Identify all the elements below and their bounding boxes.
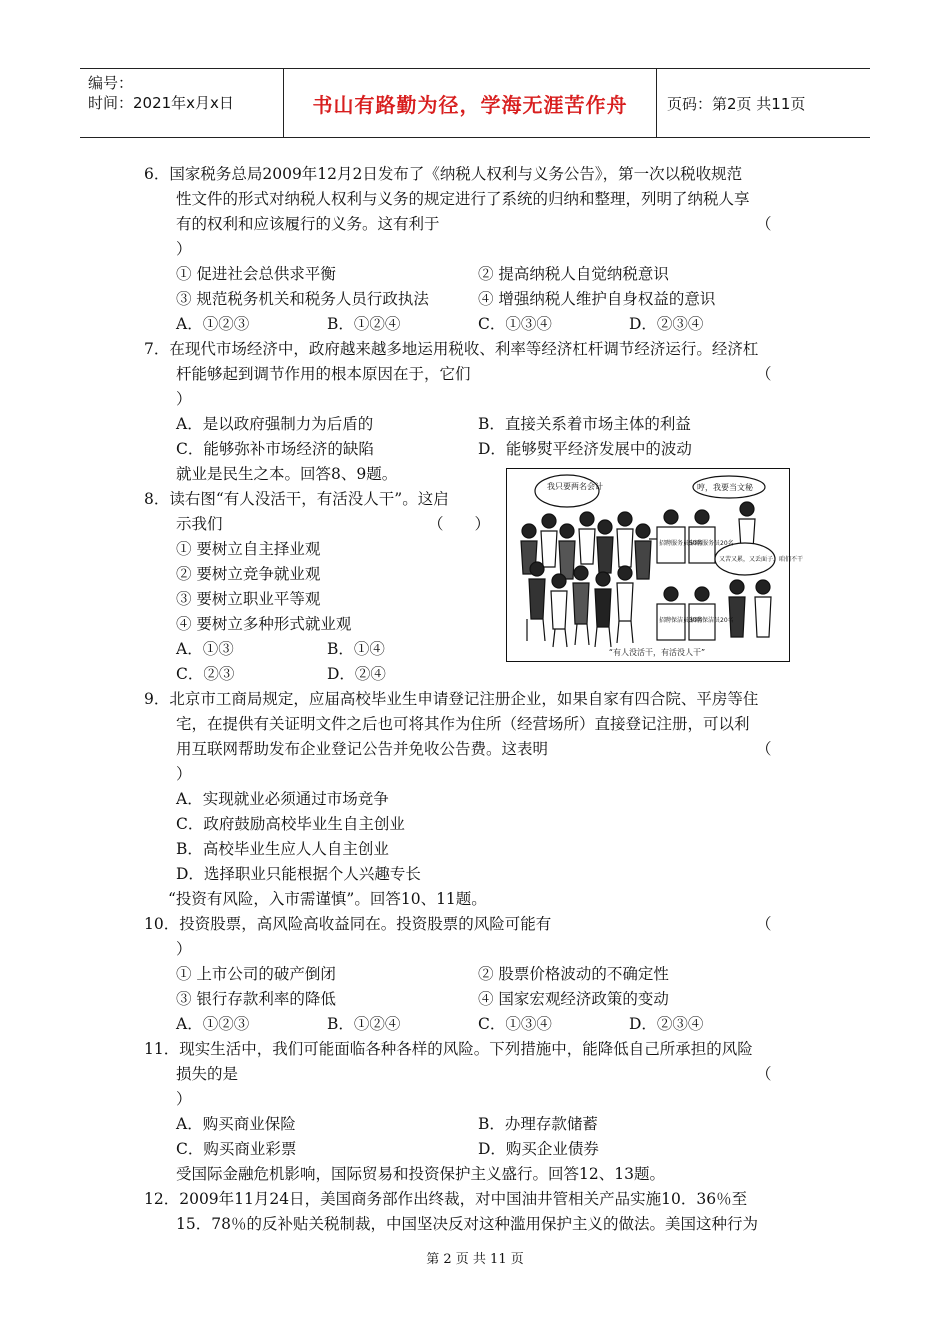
sign-cleaner1-text: 招聘保洁员30名	[659, 617, 703, 624]
q10-option-a: A．①②③	[176, 1015, 250, 1033]
q8-option-c: C．②③	[176, 665, 235, 683]
cartoon-caption: “有人没活干，有活没人干”	[608, 648, 706, 657]
q6-line-3: 有的权利和应该履行的义务。这有利于	[176, 215, 440, 233]
q8-item-1: ① 要树立自主择业观	[176, 540, 321, 558]
sign-server-text: 招聘服务员20名	[690, 540, 734, 547]
q6-item-3: ③ 规范税务机关和税务人员行政执法	[176, 290, 429, 308]
q6-item-1: ① 促进社会总供求平衡	[176, 265, 336, 283]
q8-item-4: ④ 要树立多种形式就业观	[176, 615, 352, 633]
q7-paren-close: ）	[176, 390, 192, 408]
q8-item-2: ② 要树立竞争就业观	[176, 565, 321, 583]
q6-option-c: C．①③④	[478, 315, 552, 333]
q9-paren-close: ）	[176, 765, 192, 783]
q6-line-2: 性文件的形式对纳税人权利与义务的规定进行了系统的归纳和整理，列明了纳税人享	[176, 190, 750, 208]
q6-option-a: A．①②③	[176, 315, 250, 333]
section-intro-12-13: 受国际金融危机影响，国际贸易和投资保护主义盛行。回答12、13题。	[176, 1165, 665, 1183]
q7-option-b: B．直接关系着市场主体的利益	[478, 415, 691, 433]
q10-paren-close: ）	[176, 940, 192, 958]
header-time: 时间：2021年x月x日	[88, 94, 234, 112]
q9-option-c: C．政府鼓励高校毕业生自主创业	[176, 815, 405, 833]
section-intro-8-9: 就业是民生之本。回答8、9题。	[176, 465, 398, 483]
q9-option-d: D．选择职业只能根据个人兴趣专长	[176, 865, 421, 883]
q9-line-1: 9．北京市工商局规定，应届高校毕业生申请登记注册企业，如果自家有四合院、平房等住	[144, 690, 759, 708]
q8-item-3: ③ 要树立职业平等观	[176, 590, 321, 608]
q10-option-b: B．①②④	[327, 1015, 401, 1033]
q11-option-b: B．办理存款储蓄	[478, 1115, 598, 1133]
q10-item-1: ① 上市公司的破产倒闭	[176, 965, 336, 983]
bubble-accountant-text: 我只要两名会计	[547, 482, 603, 491]
q6-line-1: 6．国家税务总局2009年12月2日发布了《纳税人权利与义务公告》，第一次以税收规范	[144, 165, 743, 183]
q7-paren-open: （	[756, 365, 772, 383]
q6-item-4: ④ 增强纳税人维护自身权益的意识	[478, 290, 716, 308]
q7-line-2: 杆能够起到调节作用的根本原因在于，它们	[176, 365, 471, 383]
q11-paren-close: ）	[176, 1090, 192, 1108]
q11-line-2: 损失的是	[176, 1065, 239, 1083]
q10-item-4: ④ 国家宏观经济政策的变动	[478, 990, 669, 1008]
q8-option-b: B．①④	[327, 640, 385, 658]
q11-option-c: C．购买商业彩票	[176, 1140, 297, 1158]
q9-line-2: 宅，在提供有关证明文件之后也可将其作为住所（经营场所）直接登记注册，可以利	[176, 715, 750, 733]
q10-paren-open: （	[756, 915, 772, 933]
bubble-accountant-shape	[535, 475, 599, 507]
bubble-refuse-text: 又苦又累，又丢面子，咱们不干	[719, 556, 804, 563]
q11-option-a: A．购买商业保险	[176, 1115, 296, 1133]
q8-option-a: A．①③	[176, 640, 234, 658]
q6-option-d: D．②③④	[629, 315, 704, 333]
q10-option-d: D．②③④	[629, 1015, 704, 1033]
header-meta	[80, 69, 284, 137]
q9-option-b: B．高校毕业生应人人自主创业	[176, 840, 389, 858]
secretary-person-icon	[739, 502, 755, 549]
bubble-secretary-text: 哼，我要当文秘	[697, 483, 753, 492]
q10-line-1: 10．投资股票，高风险高收益同在。投资股票的风险可能有	[144, 915, 552, 933]
header-page-info: 页码：第2页 共11页	[667, 94, 806, 113]
page-header	[80, 68, 870, 138]
q7-line-1: 7．在现代市场经济中，政府越来越多地运用税收、利率等经济杠杆调节经济运行。经济杠	[144, 340, 759, 358]
sign-cleaner2-text: 招聘保洁员20名	[690, 617, 734, 624]
q6-paren-close: ）	[176, 240, 192, 258]
q7-option-c: C．能够弥补市场经济的缺陷	[176, 440, 374, 458]
header-motto: 书山有路勤为径，学海无涯苦作舟	[284, 69, 657, 137]
q8-paren: （ ）	[428, 515, 491, 533]
q11-paren-open: （	[756, 1065, 772, 1083]
q11-line-1: 11．现实生活中，我们可能面临各种各样的风险。下列措施中，能降低自己所承担的风险	[144, 1040, 753, 1058]
employment-cartoon	[506, 468, 804, 662]
q9-line-3: 用互联网帮助发布企业登记公告并免收公告费。这表明	[176, 740, 549, 758]
q9-paren-open: （	[756, 740, 772, 758]
q6-paren-open: （	[756, 215, 772, 233]
q8-line-1: 8．读右图“有人没活干，有活没人干”。这启	[144, 490, 449, 508]
q12-line-2: 15．78％的反补贴关税制裁，中国坚决反对这种滥用保护主义的做法。美国这种行为	[176, 1215, 758, 1233]
q11-option-d: D．购买企业债券	[478, 1140, 599, 1158]
q7-option-d: D．能够熨平经济发展中的波动	[478, 440, 692, 458]
q8-option-d: D．②④	[327, 665, 386, 683]
sign-waiter-text: 招聘服务员50名	[659, 540, 703, 547]
job-seekers-crowd-icon	[521, 512, 651, 647]
q10-option-c: C．①③④	[478, 1015, 552, 1033]
q9-option-a: A．实现就业必须通过市场竞争	[176, 790, 389, 808]
header-number: 编号：	[88, 74, 134, 92]
q10-item-2: ② 股票价格波动的不确定性	[478, 965, 669, 983]
cartoon-drawing	[507, 469, 804, 660]
page-footer: 第 2 页 共 11 页	[426, 1252, 524, 1267]
q8-line-2: 示我们	[176, 515, 223, 533]
q12-line-1: 12．2009年11月24日，美国商务部作出终裁，对中国油井管相关产品实施10．36％至	[144, 1190, 748, 1208]
q10-item-3: ③ 银行存款利率的降低	[176, 990, 336, 1008]
q7-option-a: A．是以政府强制力为后盾的	[176, 415, 374, 433]
q6-item-2: ② 提高纳税人自觉纳税意识	[478, 265, 669, 283]
section-intro-10-11: “投资有风险，入市需谨慎”。回答10、11题。	[168, 890, 487, 908]
q6-option-b: B．①②④	[327, 315, 401, 333]
